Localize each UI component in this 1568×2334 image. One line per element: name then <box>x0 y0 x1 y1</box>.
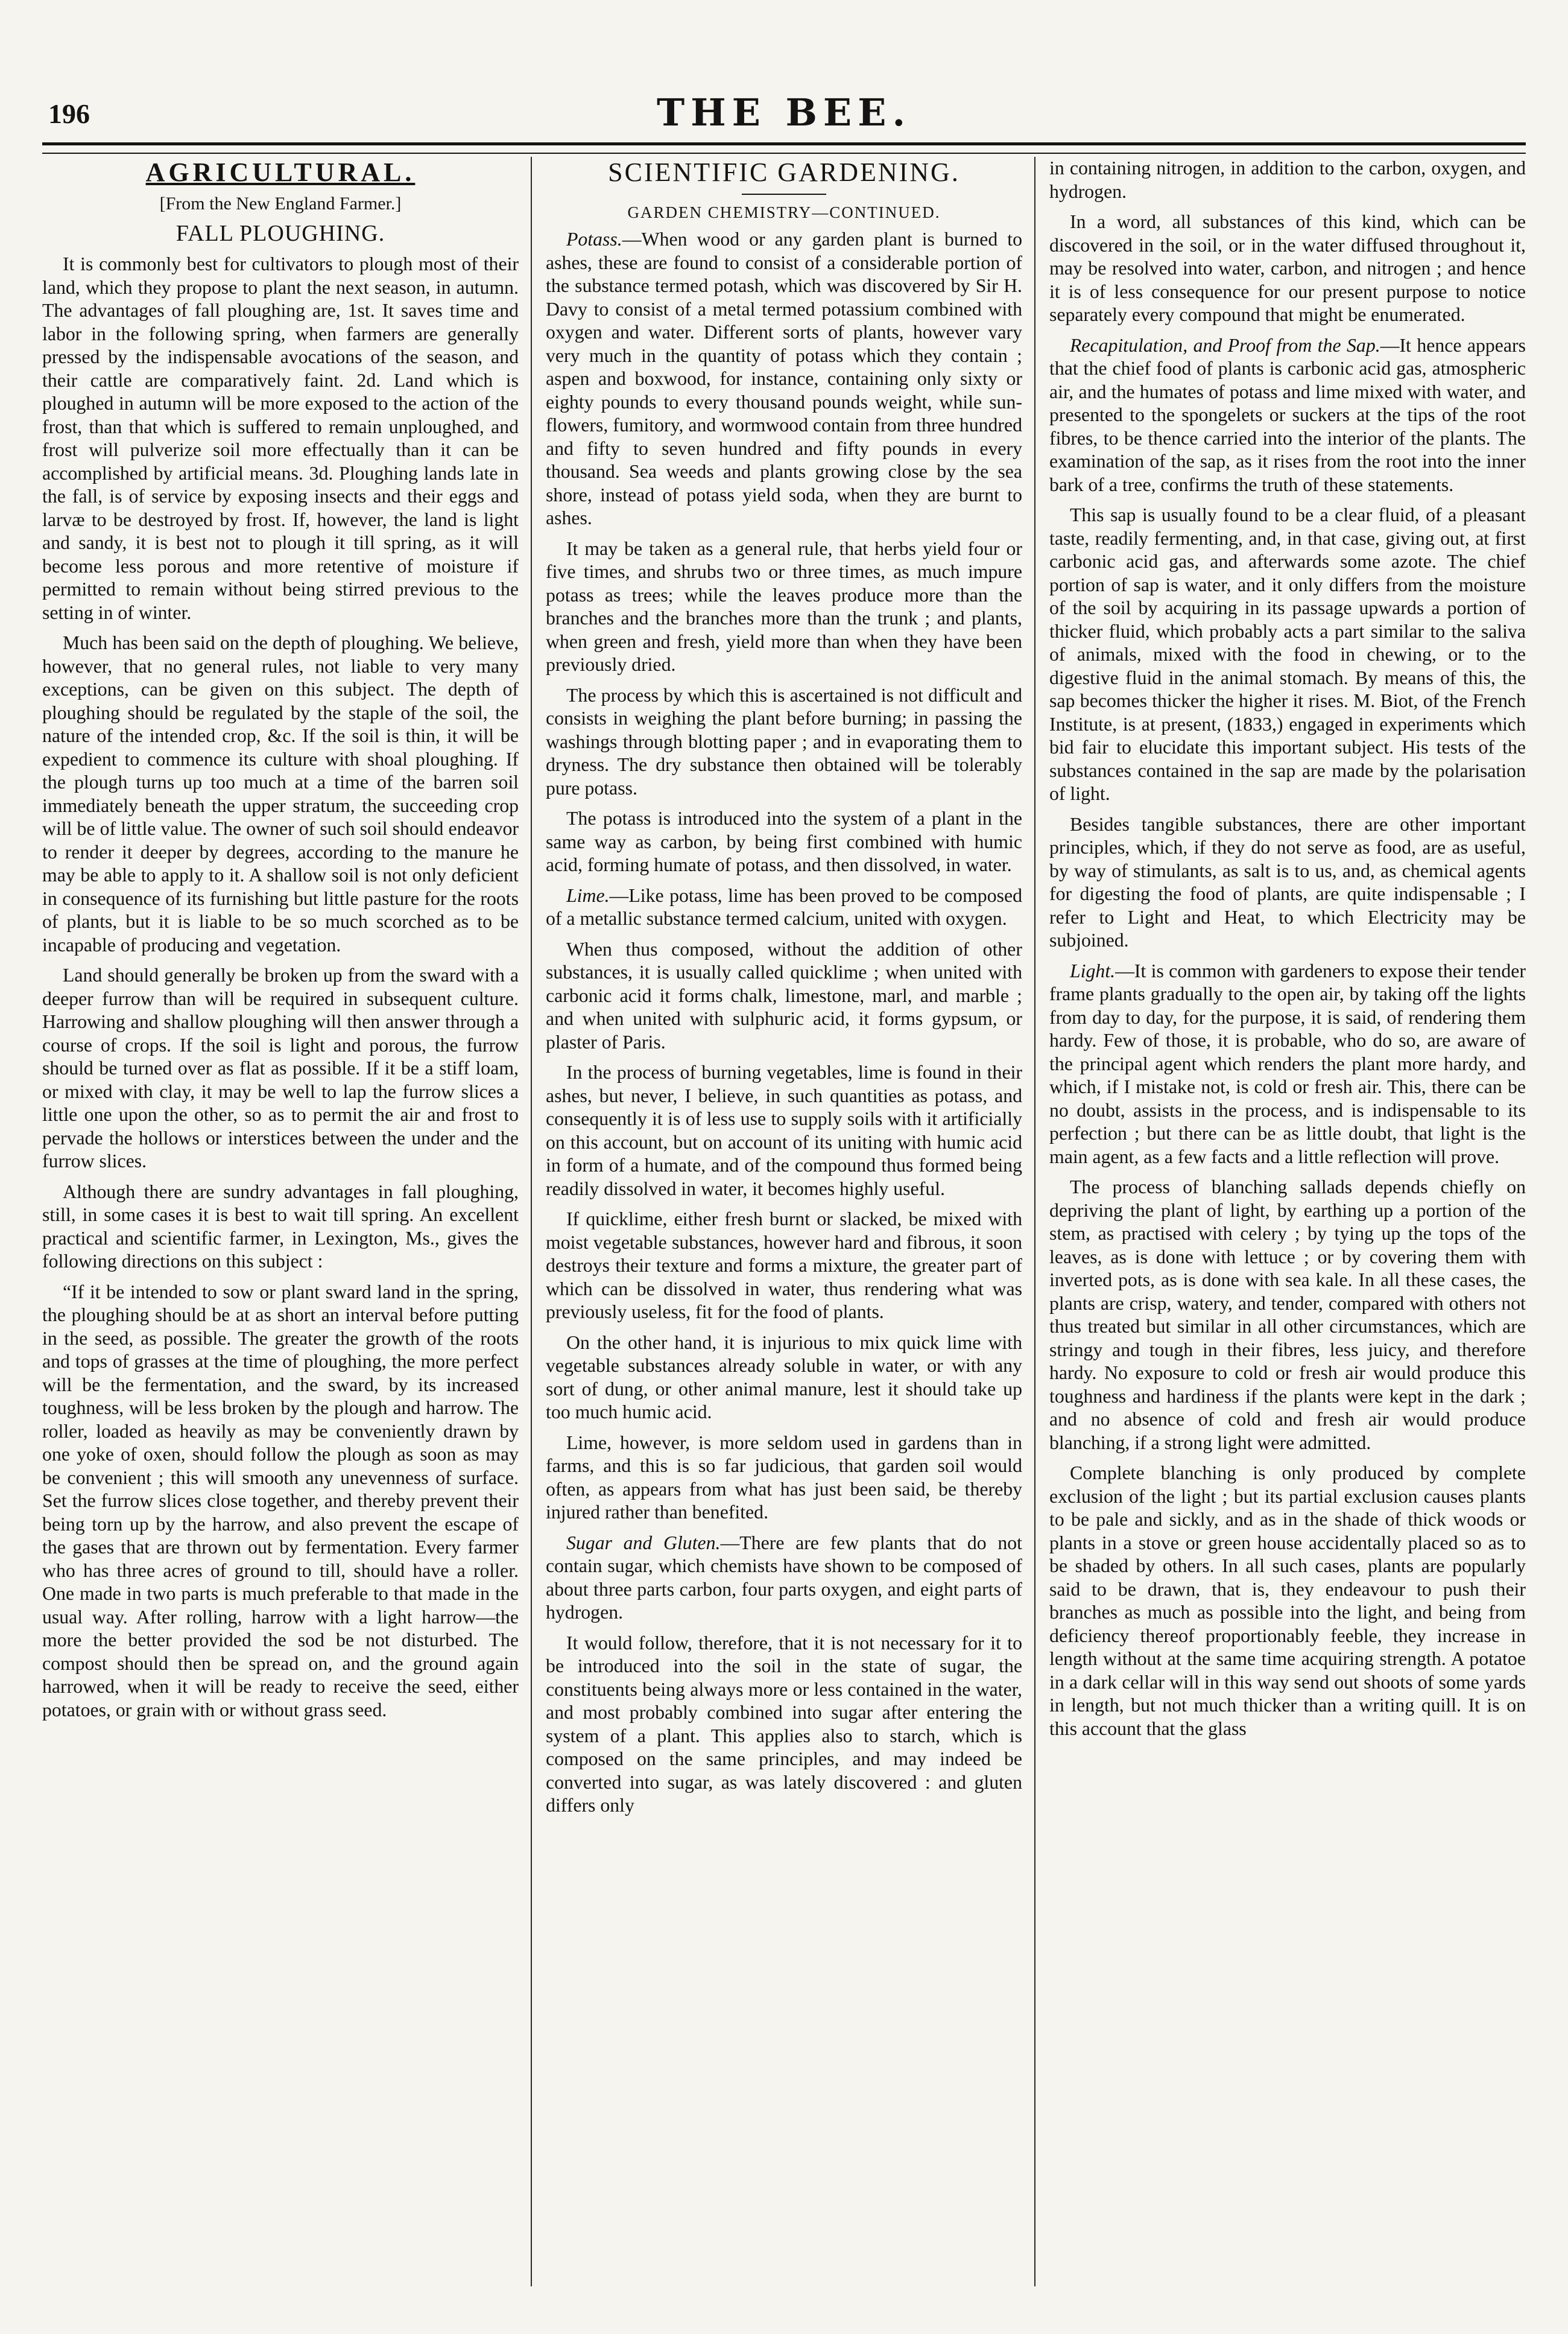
paragraph <box>546 1331 1022 1424</box>
paragraph <box>546 228 1022 530</box>
paragraph <box>1049 813 1526 953</box>
paragraph-text: Complete blanching is only produced by complete exclusion of the light ; but its partial exclusion causes plants to be pale and sickly, and as in the shade of thick woods or plants in a stove or green house accidentally placed so as to be shaded by others. In all such cases, plants are popularly said to be drawn, that is, they endeavour to push their branches as much as possible into the light, and being from deficiency thereof proportionably feeble, they increase in length without at the same time acquiring strength. A potatoe in a dark cellar will in this way send out shoots of some yards in length, but not much thicker than a writing quill. It is on this account that the glass <box>1049 1462 1526 1739</box>
article-subtitle: GARDEN CHEMISTRY—CONTINUED. <box>627 203 941 221</box>
column-scientific-gardening <box>546 157 1022 2292</box>
paragraph: Much has been said on the depth of ploughing. We believe, however, that no general rules, not liable to very many exceptions, can be given on this subject. The depth of ploughing should be regulated by the staple of the soil, the nature of the intended crop, &c. If the soil is thin, it will be expedient to commence its culture with shoal ploughing. If the plough turns up too much at a time of the barren soil immediately beneath the upper stratum, the succeeding crop will be of little value. The owner of such soil should endeavor to render it deeper by degrees, according to the manure he may be able to apply to it. A shallow soil is not only deficient in consequence of its furnishing but little pasture for the roots of plants, but it is liable to be so much scorched as to be incapable of producing and vegetation. <box>42 632 519 956</box>
title-rule <box>742 194 826 195</box>
source-line: [From the New England Farmer.] <box>159 194 402 214</box>
paragraph <box>1049 157 1526 203</box>
paragraph-text: —There are few plants that do not contain sugar, which chemists have shown to be composed of about three parts carbon, four parts oxygen, and eight parts of hydrogen. <box>546 1532 1022 1623</box>
paragraph <box>1049 1176 1526 1454</box>
paragraph-text: On the other hand, it is injurious to mix quick lime with vegetable substances already soluble in water, or with any sort of dung, or other animal manure, lest it should take up too much humic acid. <box>546 1331 1022 1422</box>
paragraph <box>546 538 1022 677</box>
column-agricultural <box>42 157 519 2292</box>
paragraph-text: —When wood or any garden plant is burned to ashes, these are found to consist of a considerable portion of the substance termed potash, which was discovered by Sir H. Davy to consist of a metal termed potassium combined with oxygen and water. Different sorts of plants, however vary very much in the quantity of potass which they contain ; aspen and boxwood, for instance, containing only sixty or eighty pounds to every thousand pounds weight, while sun-flowers, fumitory, and wormwood contain from three hundred and fifty to seven hundred and fifty pounds in every thousand. Sea weeds and plants growing close by the sea shore, instead of potass yield soda, when they are burnt to ashes. <box>546 229 1022 528</box>
paragraph-lead: Recapitulation, and Proof from the Sap. <box>1070 334 1380 356</box>
paragraph <box>546 884 1022 931</box>
article-body <box>42 253 519 1722</box>
paragraph <box>546 1208 1022 1324</box>
paragraph-text: It would follow, therefore, that it is not necessary for it to be introduced into the soil in the state of sugar, the constituents being always more or less contained in the water, and most probably combined into sugar after entering the system of a plant. This applies also to starch, which is composed on the same principles, and may indeed be converted into sugar, as was lately discovered : and gluten differs only <box>546 1632 1022 1816</box>
column-continued <box>1049 157 1526 2292</box>
page-number: 196 <box>48 98 90 129</box>
paragraph-text: In a word, all substances of this kind, which can be discovered in the soil, or in the water diffused throughout it, may be resolved into water, carbon, and nitrogen ; and hence it is of less consequence for our present purpose to notice separately every compound that might be enumerated. <box>1049 211 1526 325</box>
paragraph <box>546 1632 1022 1818</box>
paragraph <box>546 1061 1022 1200</box>
paragraph-lead: Lime. <box>566 884 610 906</box>
paragraph-text: The process of blanching sallads depends chiefly on depriving the plant of light, by earthing up a portion of the stem, as practised with celery ; by tying up the tops of the leaves, as is done with lettuce ; or by covering them with inverted pots, as is done with sea kale. In all these cases, the plants are crisp, watery, and tender, compared with others not thus treated but similar in all other circumstances, which are stringy and tough in their fibres, less juicy, and therefore hardy. No exposure to cold or fresh air would produce this toughness and hardiness if the plants were kept in the dark ; and no absence of cold and fresh air would produce blanching, if a strong light were admitted. <box>1049 1176 1526 1453</box>
paragraph-text: —It is common with gardeners to expose their tender frame plants gradually to the open air, by taking off the lights from day to day, for the purpose, it is said, of rendering them hardy. Few of those, it is probable, who do so, are aware of the principal agent which renders the plant more hardy, and which, if I mistake not, is cold or fresh air. This, there can be no doubt, assists in the process, and is indispensable to its perfection ; but there can be as little doubt, that light is the main agent, as a few facts and a little reflection will prove. <box>1049 960 1526 1167</box>
column-divider <box>1034 157 1035 2286</box>
paragraph-text: The process by which this is ascertained is not difficult and consists in weighing the plant before burning; in passing the washings through blotting paper ; and in evaporating them to dryness. The dry substance then obtained will be tolerably pure potass. <box>546 684 1022 799</box>
paragraph <box>1049 334 1526 497</box>
paragraph-text: Lime, however, is more seldom used in gardens than in farms, and this is so far judicious, that garden soil would often, as appears from what has just been said, be thereby injured rather than benefited. <box>546 1432 1022 1523</box>
paragraph-text: The potass is introduced into the system of a plant in the same way as carbon, by being first combined with humic acid, forming humate of potass, and then dissolved, in water. <box>546 808 1022 875</box>
paragraph-text: It may be taken as a general rule, that herbs yield four or five times, and shrubs two or three times, as much impure potass as trees; while the leaves produce more than the branches and the branches more than the trunk ; and plants, when green and fresh, yield more than when they have been previously dried. <box>546 538 1022 675</box>
paragraph <box>1049 960 1526 1169</box>
article-body <box>546 228 1022 1818</box>
paragraph: Although there are sundry advantages in fall ploughing, still, in some cases it is best to wait till spring. An excellent practical and scientific farmer, in Lexington, Ms., gives the following directions on this subject : <box>42 1181 519 1272</box>
paragraph-text: —Like potass, lime has been proved to be composed of a metallic substance termed calcium, united with oxygen. <box>546 884 1022 929</box>
paragraph <box>546 1532 1022 1625</box>
paragraph-text: Besides tangible substances, there are other important principles, which, if they do not serve as food, are as useful, by way of stimulants, as salt is to us, and, as chemical agents for digesting the food of plants, are quite indispensable ; I refer to Light and Heat, to which Electricity may be subjoined. <box>1049 813 1526 951</box>
newspaper-title: THE BEE. <box>656 90 912 135</box>
paragraph <box>546 684 1022 801</box>
paragraph: “If it be intended to sow or plant sward land in the spring, the ploughing should be at as short an interval before putting in the seed, as possible. The greater the growth of the roots and tops of grasses at the time of ploughing, the more perfect will be the fermentation, and the sward, by its increased toughness, will be less broken by the plough and harrow. The roller, loaded as heavily as may be conveniently drawn by one yoke of oxen, should follow the plough as soon as may be convenient ; this will smooth any unevenness of surface. Set the furrow slices close together, and thereby prevent their being torn up by the harrow, and also prevent the escape of the gases that are thrown out by fermentation. Every farmer who has three acres of ground to till, should have a roller. One made in two parts is much preferable to that made in the usual way. After rolling, harrow with a light harrow—the more the better provided the sod be not disturbed. The compost should then be spread on, and the ground again harrowed, when it will be ready to receive the seed, either potatoes, or grain with or without grass seed. <box>42 1281 519 1720</box>
paragraph: Land should generally be broken up from the sward with a deeper furrow than will be required in subsequent culture. Harrowing and shallow ploughing will then answer through a course of crops. If the soil is light and porous, the furrow should be turned over as flat as possible. If it be a stiff loam, or mixed with clay, it may be well to lap the furrow slices a little one upon the other, so as to permit the air and frost to pervade the hollows or interstices between the under and the furrow slices. <box>42 965 519 1172</box>
masthead <box>42 90 1526 139</box>
paragraph-text: This sap is usually found to be a clear fluid, of a pleasant taste, readily fermenting, and, in that case, giving out, at first carbonic acid gas, and afterwards some azote. The chief portion of sap is water, and it only differs from the moisture of the soil by acquiring in its passage upwards a portion of thicker fluid, which probably acts a part similar to the saliva of animals, mixed with the food in chewing, or to the digestive fluid in the animal stomach. By means of this, the sap becomes thicker the higher it rises. M. Biot, of the French Institute, is at present, (1833,) engaged in experiments which bid fair to elucidate this important subject. His tests of the substances contained in the sap are made by the polarisation of light. <box>1049 504 1526 804</box>
paragraph <box>546 807 1022 877</box>
paragraph <box>1049 1462 1526 1740</box>
paragraph-lead: Light. <box>1070 960 1116 981</box>
paragraph-text: —It hence appears that the chief food of plants is carbonic acid gas, atmospheric air, and the humates of potass and lime mixed with water, and presented to the spongelets or suckers at the tips of the root fibres, to be thence carried into the interior of the plants. The examination of the sap, as it rises from the root into the inner bark of a tree, confirms the truth of these statements. <box>1049 334 1526 495</box>
paragraph-lead: Potass. <box>566 229 622 250</box>
paragraph <box>1049 504 1526 806</box>
article-title: FALL PLOUGHING. <box>175 221 385 246</box>
section-title: SCIENTIFIC GARDENING. <box>608 157 960 187</box>
column-divider <box>531 157 532 2286</box>
paragraph <box>546 1432 1022 1524</box>
paragraph-text: in containing nitrogen, in addition to the carbon, oxygen, and hydrogen. <box>1049 157 1526 202</box>
paragraph-text: If quicklime, either fresh burnt or slacked, be mixed with moist vegetable substances, however hard and fibrous, it soon destroys their texture and forms a mixture, the greater part of which can be dissolved in water, thus rendering what was previously useless, fit for the food of plants. <box>546 1208 1022 1322</box>
masthead-rule <box>42 142 1526 154</box>
paragraph-text: When thus composed, without the addition of other substances, it is usually called quicklime ; when united with carbonic acid it forms chalk, limestone, marl, and marble ; and when united with sulphuric acid, it forms gypsum, or plaster of Paris. <box>546 938 1022 1053</box>
paragraph <box>546 938 1022 1054</box>
paragraph: It is commonly best for cultivators to plough most of their land, which they propose to plant the next season, in autumn. The advantages of fall ploughing are, 1st. It saves time and labor in the following spring, when farmers are generally pressed by the indispensable avocations of the season, and their cattle are comparatively faint. 2d. Land which is ploughed in autumn will be more exposed to the action of the frost, than that which is suffered to remain unploughed, and frost will pulverize soil more effectually than it can be accomplished by artificial means. 3d. Ploughing lands late in the fall, is of service by exposing insects and their eggs and larvæ to be destroyed by frost. If, however, the land is light and sandy, it is best not to plough it till spring, as it will become less porous and more retentive of moisture if permitted to remain without being stirred previous to the setting in of winter. <box>42 253 519 623</box>
paragraph <box>1049 211 1526 327</box>
article-body <box>1049 157 1526 1740</box>
paragraph-lead: Sugar and Gluten. <box>566 1532 721 1553</box>
section-title: AGRICULTURAL. <box>145 157 416 187</box>
paragraph-text: In the process of burning vegetables, lime is found in their ashes, but never, I believe, in such quantities as potass, and consequently it is of less use to supply soils with it artificially on this account, but on account of its uniting with humic acid in form of a humate, and of the compound thus formed being readily dissolved in water, it becomes highly useful. <box>546 1062 1022 1199</box>
